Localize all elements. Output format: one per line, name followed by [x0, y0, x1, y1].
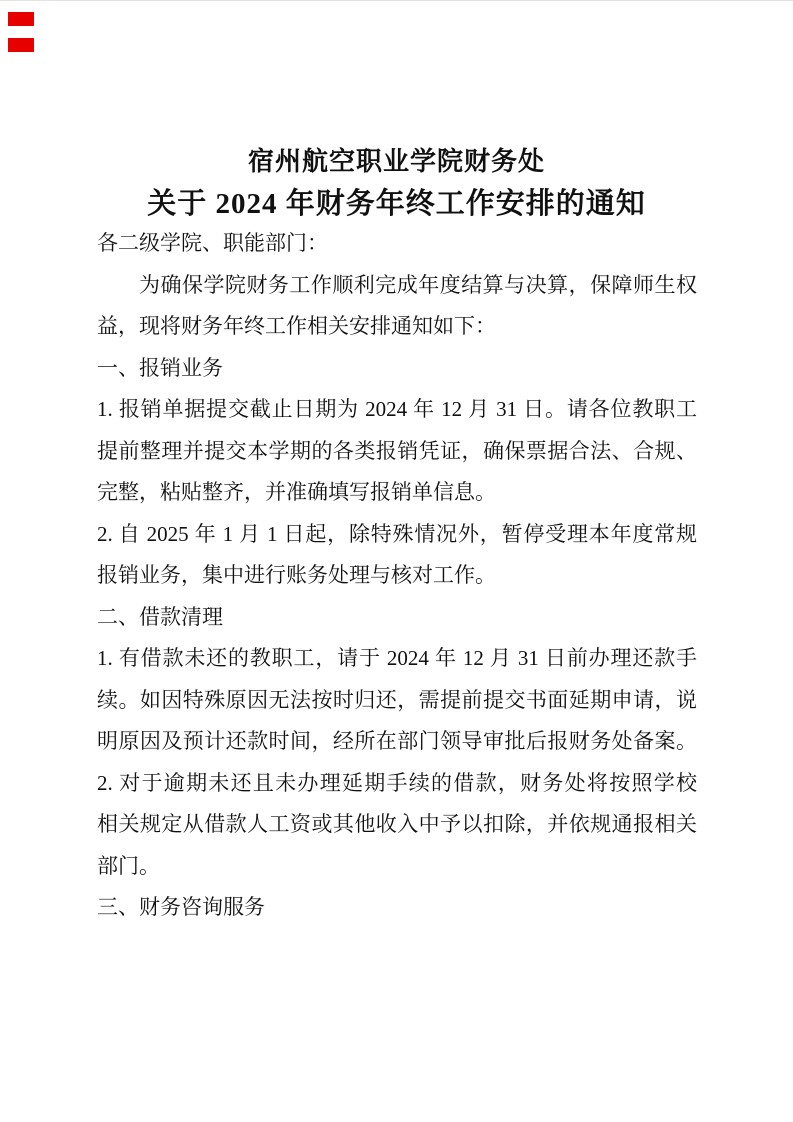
text-line-2: 为确保学院财务工作顺利完成年度结算与决算，保障师生权	[139, 272, 697, 297]
text-line-10: 二、借款清理	[97, 604, 223, 629]
text-line-11: 1. 有借款未还的教职工，请于 2024 年 12 月 31 日前办理还款手	[97, 646, 697, 670]
text-line-6: 提前整理并提交本学期的各类报销凭证，确保票据合法、合规、	[97, 438, 697, 463]
text-line-15: 相关规定从借款人工资或其他收入中予以扣除，并依规通报相关	[97, 812, 697, 836]
text-line-17: 三、财务咨询服务	[97, 895, 265, 919]
text-line-13: 明原因及预计还款时间，经所在部门领导审批后报财务处备案。	[97, 729, 697, 753]
text-line-12: 续。如因特殊原因无法按时归还，需提前提交书面延期申请，说	[97, 687, 697, 712]
text-line-14: 2. 对于逾期未还且未办理延期手续的借款，财务处将按照学校	[97, 770, 697, 795]
text-line-7: 完整，粘贴整齐，并准确填写报销单信息。	[97, 480, 496, 504]
text-line-4: 一、报销业务	[97, 355, 223, 380]
document-subtitle: 关于 2024 年财务年终工作安排的通知	[147, 188, 646, 220]
text-line-8: 2. 自 2025 年 1 月 1 日起，除特殊情况外，暂停受理本年度常规	[97, 521, 697, 546]
red-mark-icon	[8, 38, 34, 52]
document-title: 宿州航空职业学院财务处	[247, 147, 545, 176]
text-line-16: 部门。	[97, 853, 160, 878]
text-line-9: 报销业务，集中进行账务处理与核对工作。	[97, 563, 496, 587]
text-line-1: 各二级学院、职能部门：	[97, 231, 328, 255]
red-mark-icon	[8, 12, 34, 26]
document-body	[97, 223, 697, 929]
text-line-3: 益，现将财务年终工作相关安排通知如下：	[97, 314, 496, 338]
text-line-5: 1. 报销单据提交截止日期为 2024 年 12 月 31 日。请各位教职工	[97, 397, 697, 421]
